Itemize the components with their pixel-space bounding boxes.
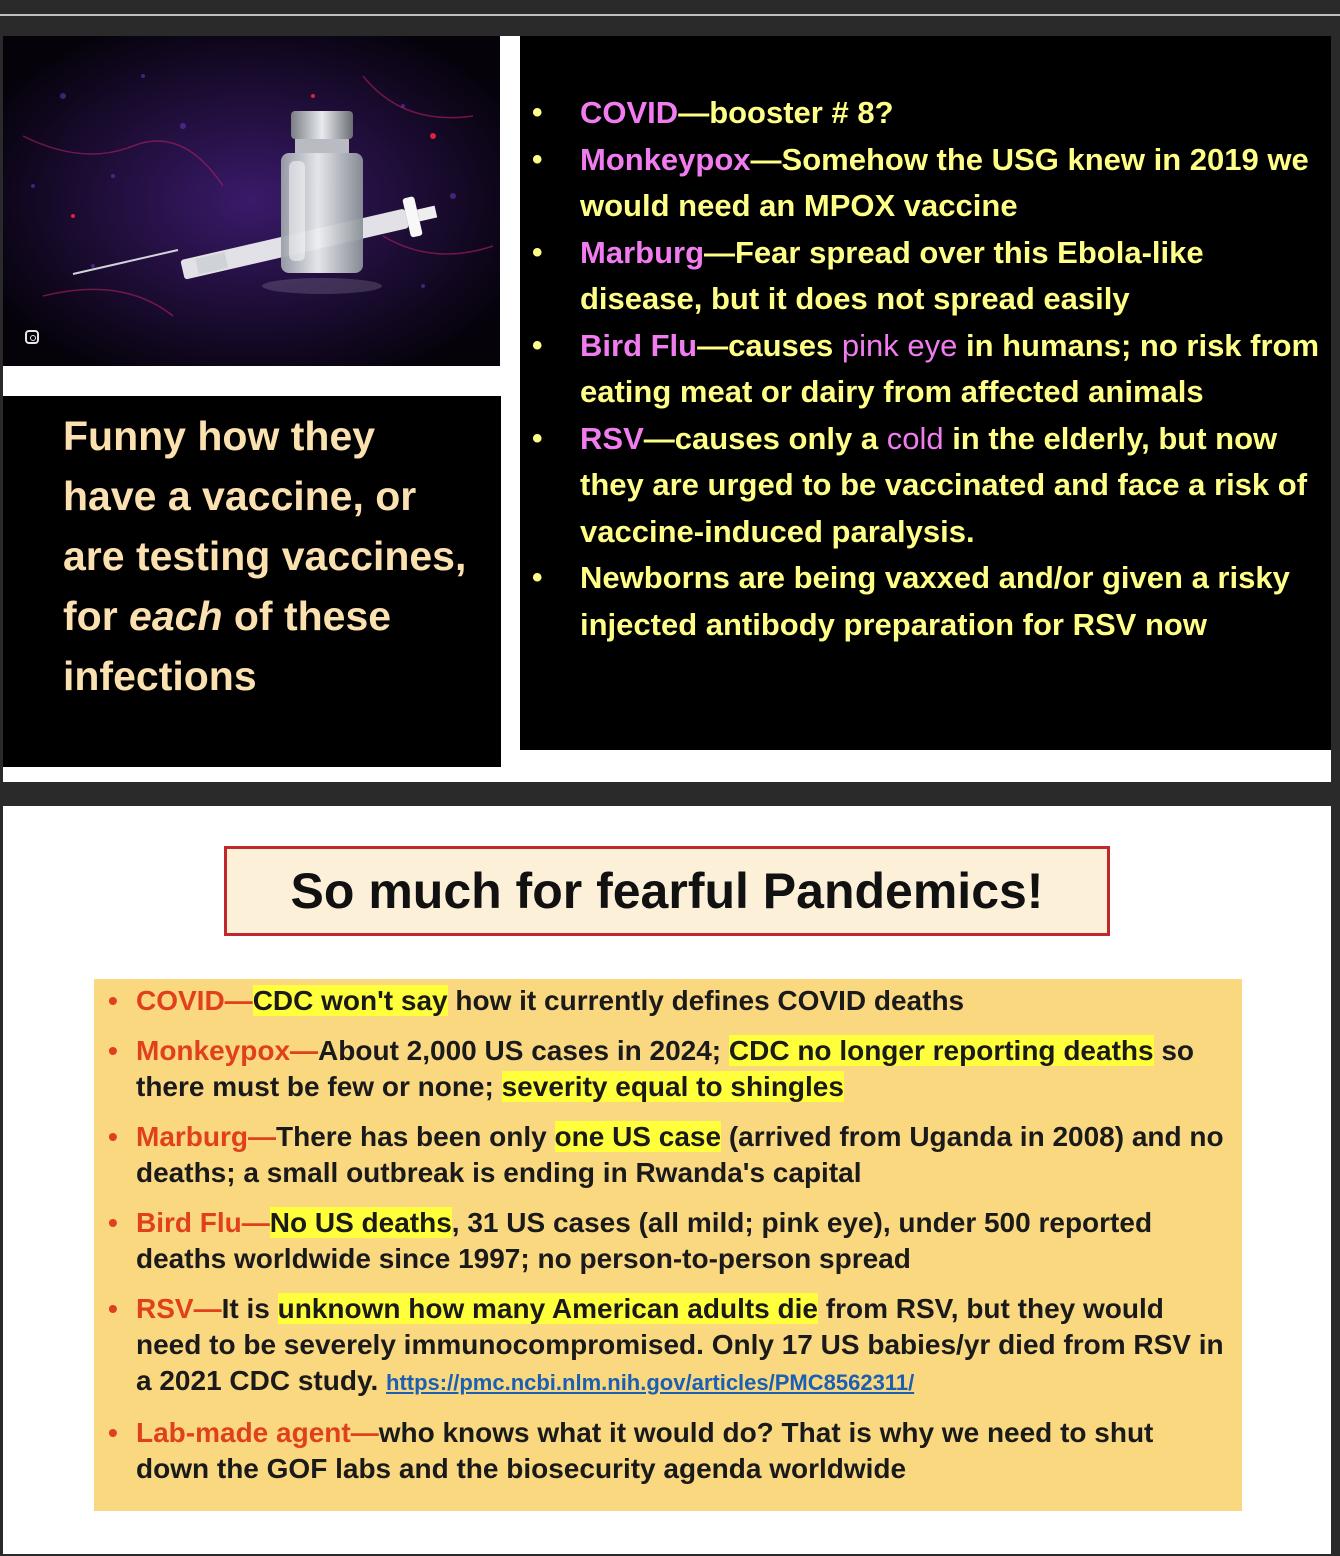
bullet-text: About 2,000 US cases in 2024; — [318, 1035, 729, 1066]
bullet-highlight: cold — [886, 420, 944, 456]
bullet-text: who knows what it would do? That is why we need to shut down the GOF labs and the biosecurity agenda worldwide — [136, 1417, 1154, 1484]
bullet-text: how it currently defines COVID deaths — [447, 985, 965, 1016]
list-item — [520, 555, 1325, 648]
bullet-text: —booster # 8? — [678, 95, 894, 130]
bullet-text: in humans; no risk from eating meat or dairy from affected animals — [580, 327, 1320, 409]
infection-bullet-list — [520, 90, 1325, 648]
highlighted-text: CDC no longer reporting deaths — [728, 1035, 1154, 1066]
bullet-label: COVID— — [136, 985, 253, 1016]
visual-search-icon[interactable] — [25, 330, 39, 344]
bullet-dot: • — [108, 985, 118, 1016]
list-item — [94, 1119, 1232, 1191]
pmc-study-link[interactable]: https://pmc.ncbi.nlm.nih.gov/articles/PMC8562311/ — [386, 1370, 915, 1395]
bullet-label: Monkeypox— — [136, 1035, 319, 1066]
bullet-label: Bird Flu — [580, 327, 698, 363]
window-top-bar — [0, 0, 1340, 16]
list-item — [520, 137, 1325, 230]
slide-vaccines — [3, 36, 1331, 782]
bullet-dot: • — [532, 142, 543, 176]
bullet-label: Marburg — [580, 234, 704, 270]
caption-line-3: are testing vaccines, — [63, 533, 467, 579]
bullet-text: so there must be few or none; — [136, 1035, 1195, 1102]
bullet-dot: • — [532, 96, 543, 129]
bullet-dot: • — [108, 1417, 118, 1448]
caption-line-4-a: for — [63, 593, 130, 639]
list-item — [94, 1033, 1232, 1105]
caption-line-1: Funny how they — [63, 413, 376, 459]
highlighted-text: unknown how many American adults die — [277, 1293, 818, 1324]
bullet-dot: • — [108, 1121, 118, 1152]
highlighted-text: one US case — [554, 1121, 722, 1152]
slide-title-box — [224, 846, 1110, 936]
bullet-dot: • — [532, 421, 543, 455]
bullet-dot: • — [108, 1293, 118, 1324]
facts-panel — [94, 979, 1242, 1511]
bullet-dot: • — [108, 1035, 118, 1066]
list-item — [520, 323, 1325, 416]
bullet-text: (arrived from Uganda in 2008) and no deaths; a small outbreak is ending in Rwanda's capital — [136, 1121, 1224, 1188]
bullet-label: Marburg— — [136, 1121, 276, 1152]
vaccine-vial-syringe-image — [3, 36, 500, 366]
bullet-text: It is — [221, 1293, 278, 1324]
left-caption-box — [3, 396, 501, 767]
list-item — [94, 983, 1232, 1019]
bullet-text: Newborns are being vaxxed and/or given a risky injected antibody preparation for RSV now — [580, 560, 1290, 642]
slide-pandemics — [3, 806, 1331, 1554]
bullet-text: , 31 US cases (all mild; pink eye), under 500 reported deaths worldwide since 1997; no person-to-person spread — [136, 1207, 1153, 1274]
caption-emphasis: each — [129, 593, 223, 639]
bullet-highlight: pink eye — [841, 327, 958, 363]
list-item — [94, 1205, 1232, 1277]
bullet-text: —Somehow the USG knew in 2019 we would need an MPOX vaccine — [580, 141, 1309, 223]
highlighted-text: No US deaths — [269, 1207, 452, 1238]
caption-line-4-b: of these — [222, 593, 392, 639]
list-item — [520, 90, 1325, 137]
caption-line-4 — [63, 586, 483, 646]
bullet-label: Monkeypox — [580, 141, 751, 177]
list-item — [520, 230, 1325, 323]
list-item — [94, 1415, 1232, 1487]
bullet-dot: • — [532, 561, 543, 594]
list-item — [520, 416, 1325, 556]
highlighted-text: severity equal to shingles — [501, 1071, 844, 1102]
caption-line-5: infections — [63, 653, 257, 699]
bullet-label: Lab-made agent— — [136, 1417, 379, 1448]
bullet-label: COVID — [580, 95, 679, 130]
bullet-text: —causes only a — [643, 420, 887, 456]
bullet-label: RSV — [580, 420, 644, 456]
bullet-text: —causes — [697, 327, 842, 363]
caption-line-2: have a vaccine, or — [63, 473, 417, 519]
bullet-text: in the elderly, but now they are urged to be vaccinated and face a risk of vaccine-induced paralysis. — [580, 420, 1308, 549]
facts-bullet-list — [94, 983, 1232, 1487]
slide-title: So much for fearful Pandemics! — [290, 863, 1044, 919]
bullet-text: There has been only — [276, 1121, 555, 1152]
bullet-text: —Fear spread over this Ebola-like disease, but it does not spread easily — [580, 234, 1204, 316]
bullet-dot: • — [108, 1207, 118, 1238]
bullet-dot: • — [532, 328, 543, 362]
bullet-label: RSV— — [136, 1293, 222, 1324]
list-item — [94, 1291, 1232, 1401]
bullet-dot: • — [532, 235, 543, 269]
right-bullets-box — [520, 36, 1331, 750]
highlighted-text: CDC won't say — [252, 985, 448, 1016]
bullet-label: Bird Flu— — [136, 1207, 270, 1238]
bullet-text: from RSV, but they would need to be severely immunocompromised. Only 17 US babies/yr died from RSV in a 2021 CDC study. — [136, 1293, 1224, 1396]
